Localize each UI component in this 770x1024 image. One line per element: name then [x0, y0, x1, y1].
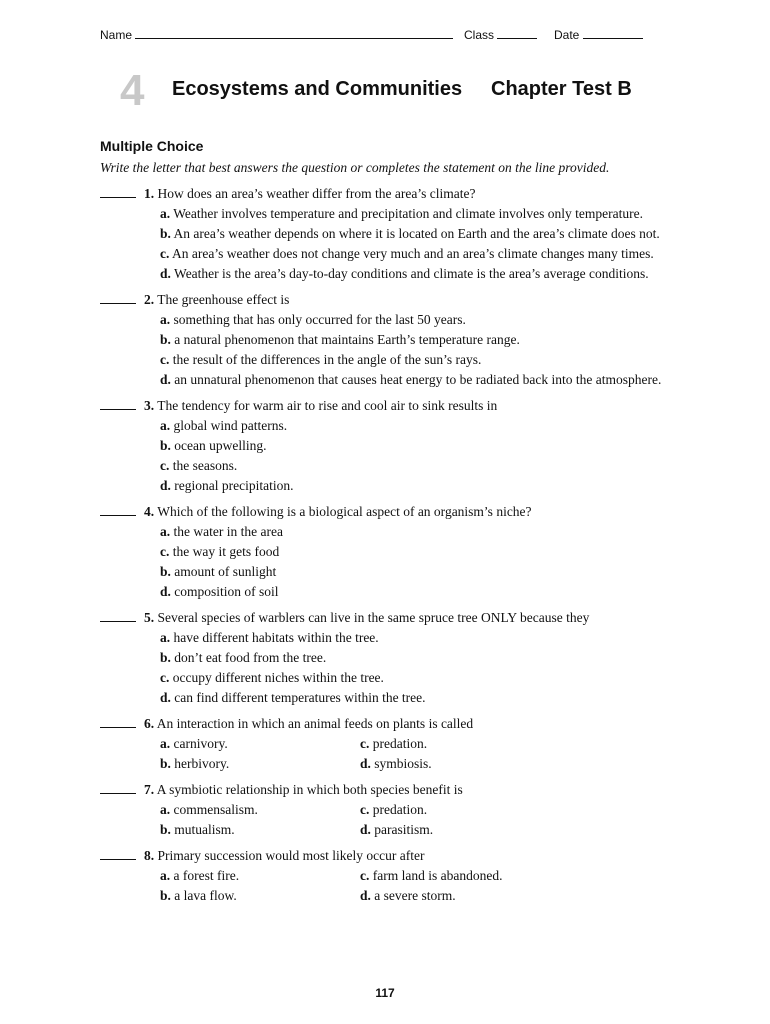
answer-blank[interactable] — [100, 609, 136, 622]
question-stem — [100, 502, 720, 522]
question-number: 3. — [144, 398, 155, 413]
question-8 — [100, 846, 720, 906]
date-line[interactable] — [583, 28, 643, 39]
option-list — [160, 204, 720, 284]
section-heading: Multiple Choice — [100, 138, 204, 154]
answer-option — [360, 734, 560, 754]
answer-option — [160, 734, 360, 754]
option-letter: d. — [160, 690, 171, 705]
option-letter: b. — [160, 332, 171, 347]
chapter-number: 4 — [120, 66, 145, 115]
question-stem — [100, 396, 720, 416]
answer-option — [160, 886, 360, 906]
answer-option — [160, 476, 720, 496]
option-text: the result of the differences in the angle of the sun’s rays. — [172, 352, 482, 367]
answer-option — [160, 244, 720, 264]
answer-option — [160, 456, 720, 476]
test-title: Chapter Test B — [491, 78, 632, 100]
option-text: An area’s weather depends on where it is located on Earth and the area’s climate does not. — [173, 226, 660, 241]
answer-option — [160, 648, 720, 668]
option-text: predation. — [372, 802, 428, 817]
answer-option — [160, 582, 720, 602]
option-text: ocean upwelling. — [174, 438, 267, 453]
name-field[interactable] — [100, 28, 453, 42]
answer-blank[interactable] — [100, 847, 136, 860]
option-text: Weather involves temperature and precipitation and climate involves only temperature. — [173, 206, 644, 221]
option-letter: a. — [160, 206, 171, 221]
answer-option — [160, 542, 720, 562]
answer-option — [160, 800, 360, 820]
option-text: farm land is abandoned. — [372, 868, 503, 883]
option-text: herbivory. — [174, 756, 230, 771]
answer-option — [160, 224, 720, 244]
question-6 — [100, 714, 720, 774]
option-text: don’t eat food from the tree. — [174, 650, 327, 665]
question-text: How does an area’s weather differ from the area’s climate? — [157, 186, 476, 201]
answer-option — [160, 668, 720, 688]
option-text: global wind patterns. — [173, 418, 288, 433]
option-letter: c. — [360, 736, 370, 751]
option-letter: c. — [160, 352, 170, 367]
option-letter: a. — [160, 524, 171, 539]
option-text: Weather is the area’s day-to-day conditions and climate is the area’s average conditions. — [174, 266, 649, 281]
option-letter: d. — [160, 266, 171, 281]
option-letter: d. — [160, 372, 171, 387]
class-label: Class — [464, 28, 495, 42]
option-text: something that has only occurred for the last 50 years. — [173, 312, 466, 327]
question-number: 2. — [144, 292, 155, 307]
answer-option — [160, 866, 360, 886]
option-list — [160, 734, 720, 774]
option-list — [160, 800, 720, 840]
option-text: regional precipitation. — [174, 478, 294, 493]
question-stem — [100, 184, 720, 204]
answer-option — [360, 820, 560, 840]
option-letter: a. — [160, 868, 171, 883]
answer-blank[interactable] — [100, 291, 136, 304]
option-letter: b. — [160, 822, 171, 837]
class-line[interactable] — [497, 28, 537, 39]
answer-option — [160, 416, 720, 436]
option-letter: b. — [160, 756, 171, 771]
answer-blank[interactable] — [100, 185, 136, 198]
question-number: 4. — [144, 504, 155, 519]
question-text: The tendency for warm air to rise and cool air to sink results in — [157, 398, 498, 413]
option-letter: b. — [160, 438, 171, 453]
question-stem — [100, 714, 720, 734]
answer-option — [160, 350, 720, 370]
option-letter: a. — [160, 418, 171, 433]
option-list — [160, 866, 720, 906]
option-text: the seasons. — [172, 458, 238, 473]
answer-option — [160, 628, 720, 648]
option-text: predation. — [372, 736, 428, 751]
answer-option — [160, 204, 720, 224]
date-label: Date — [554, 28, 580, 42]
option-letter: c. — [160, 670, 170, 685]
question-number: 7. — [144, 782, 155, 797]
date-field[interactable] — [554, 28, 643, 42]
question-5 — [100, 608, 720, 708]
option-letter: d. — [360, 888, 371, 903]
question-text: Primary succession would most likely occur after — [157, 848, 425, 863]
option-text: commensalism. — [173, 802, 258, 817]
answer-option — [160, 754, 360, 774]
option-text: the way it gets food — [172, 544, 280, 559]
answer-option — [360, 754, 560, 774]
answer-option — [360, 886, 560, 906]
answer-blank[interactable] — [100, 781, 136, 794]
option-list — [160, 628, 720, 708]
option-text: An area’s weather does not change very much and an area’s climate changes many times. — [172, 246, 654, 261]
question-list — [100, 184, 720, 912]
option-list — [160, 310, 720, 390]
option-text: an unnatural phenomenon that causes heat energy to be radiated back into the atmosphere. — [174, 372, 662, 387]
answer-blank[interactable] — [100, 397, 136, 410]
option-letter: d. — [360, 822, 371, 837]
question-number: 5. — [144, 610, 155, 625]
question-text: A symbiotic relationship in which both species benefit is — [156, 782, 463, 797]
chapter-title: Ecosystems and Communities — [172, 78, 463, 100]
option-text: the water in the area — [173, 524, 283, 539]
answer-option — [360, 866, 560, 886]
answer-option — [160, 820, 360, 840]
question-stem — [100, 780, 720, 800]
page-number: 117 — [375, 986, 395, 1000]
option-letter: d. — [160, 478, 171, 493]
question-text: An interaction in which an animal feeds on plants is called — [156, 716, 474, 731]
option-text: a natural phenomenon that maintains Earth’s temperature range. — [174, 332, 520, 347]
answer-option — [160, 562, 720, 582]
option-text: can find different temperatures within the tree. — [174, 690, 426, 705]
question-stem — [100, 608, 720, 628]
section-instructions: Write the letter that best answers the question or completes the statement on the line provided. — [100, 160, 610, 175]
option-letter: c. — [160, 544, 170, 559]
option-letter: c. — [160, 246, 170, 261]
option-text: a lava flow. — [174, 888, 237, 903]
option-letter: c. — [160, 458, 170, 473]
option-text: occupy different niches within the tree. — [172, 670, 384, 685]
option-text: amount of sunlight — [174, 564, 277, 579]
option-list — [160, 522, 720, 602]
class-field[interactable] — [464, 28, 537, 42]
answer-option — [160, 522, 720, 542]
option-letter: a. — [160, 312, 171, 327]
question-2 — [100, 290, 720, 390]
question-7 — [100, 780, 720, 840]
option-letter: b. — [160, 564, 171, 579]
answer-blank[interactable] — [100, 715, 136, 728]
option-letter: a. — [160, 736, 171, 751]
answer-option — [160, 370, 720, 390]
question-3 — [100, 396, 720, 496]
question-1 — [100, 184, 720, 284]
option-text: composition of soil — [174, 584, 279, 599]
option-letter: d. — [360, 756, 371, 771]
option-text: have different habitats within the tree. — [173, 630, 379, 645]
question-4 — [100, 502, 720, 602]
option-text: carnivory. — [173, 736, 228, 751]
option-letter: b. — [160, 650, 171, 665]
name-line[interactable] — [135, 28, 453, 39]
option-text: a severe storm. — [374, 888, 456, 903]
question-stem — [100, 290, 720, 310]
option-letter: a. — [160, 630, 171, 645]
option-letter: b. — [160, 226, 171, 241]
option-text: symbiosis. — [374, 756, 432, 771]
question-text: The greenhouse effect is — [157, 292, 290, 307]
answer-option — [160, 436, 720, 456]
option-letter: d. — [160, 584, 171, 599]
option-list — [160, 416, 720, 496]
option-letter: c. — [360, 868, 370, 883]
option-letter: b. — [160, 888, 171, 903]
option-text: mutualism. — [174, 822, 235, 837]
answer-blank[interactable] — [100, 503, 136, 516]
name-label: Name — [100, 28, 133, 42]
question-text: Several species of warblers can live in the same spruce tree ONLY because they — [157, 610, 590, 625]
question-text: Which of the following is a biological aspect of an organism’s niche? — [157, 504, 532, 519]
option-text: parasitism. — [374, 822, 434, 837]
answer-option — [160, 688, 720, 708]
question-number: 8. — [144, 848, 155, 863]
question-number: 6. — [144, 716, 155, 731]
answer-option — [160, 310, 720, 330]
answer-option — [160, 264, 720, 284]
answer-option — [360, 800, 560, 820]
answer-option — [160, 330, 720, 350]
option-letter: c. — [360, 802, 370, 817]
option-text: a forest fire. — [173, 868, 240, 883]
question-stem — [100, 846, 720, 866]
question-number: 1. — [144, 186, 155, 201]
option-letter: a. — [160, 802, 171, 817]
